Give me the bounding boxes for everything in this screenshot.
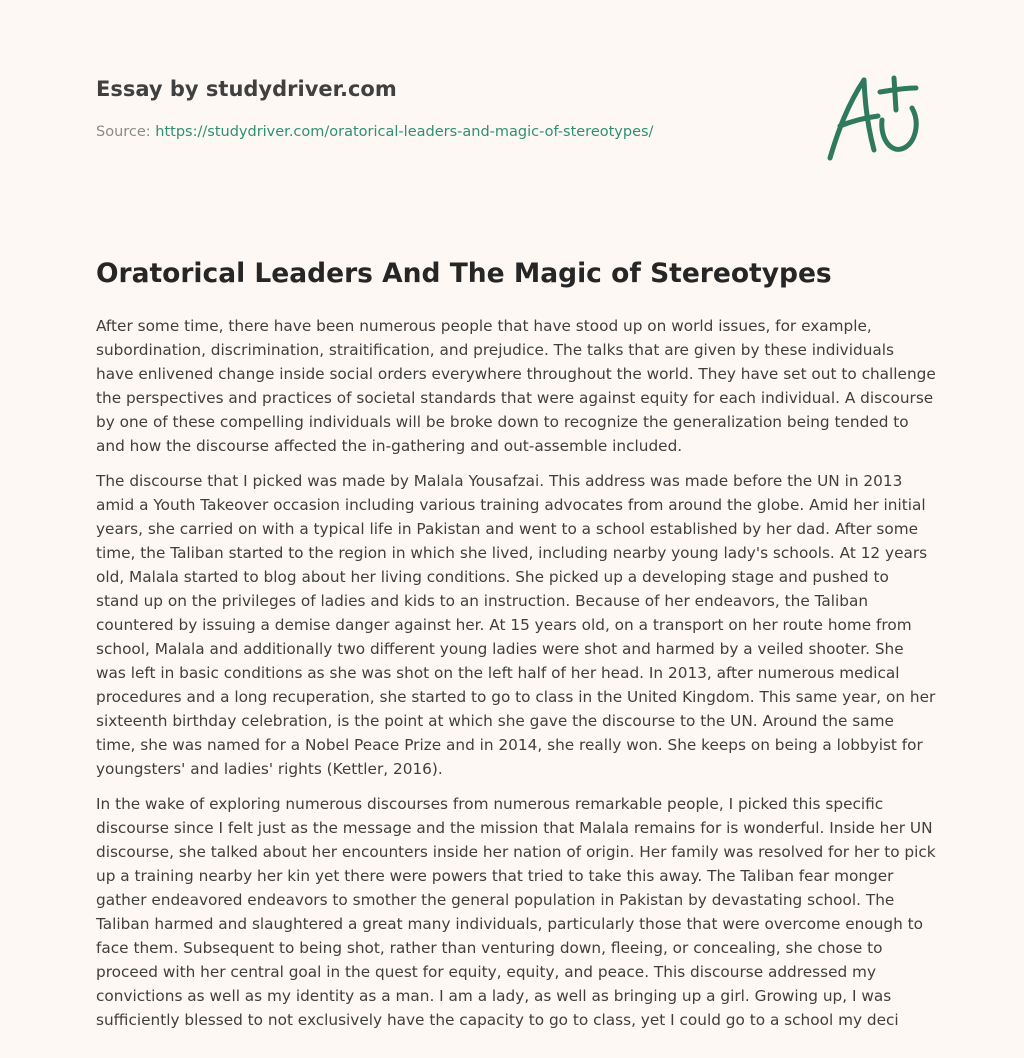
article-body: [96, 314, 936, 1043]
article-title: Oratorical Leaders And The Magic of Stereotypes: [96, 258, 832, 289]
site-title: Essay by studydriver.com: [96, 77, 397, 101]
source-link[interactable]: https://studydriver.com/oratorical-leaders-and-magic-of-stereotypes/: [155, 124, 654, 140]
source-line: [96, 122, 796, 142]
source-label: Source:: [96, 124, 151, 140]
paragraph: The discourse that I picked was made by Malala Yousafzai. This address was made before the UN in 2013 amid a Youth Takeover occasion including various training advocates from around the globe. Amid her initial years, she carried on with a typical life in Pakistan and went to a school established by her dad. After some time, the Taliban started to the region in which she lived, including nearby young lady's schools. At 12 years old, Malala started to blog about her living conditions. She picked up a developing stage and pushed to stand up on the privileges of ladies and kids to an instruction. Because of her endeavors, the Taliban countered by issuing a demise danger against her. At 15 years old, on a transport on her route home from school, Malala and additionally two different young ladies were shot and harmed by a veiled shooter. She was left in basic conditions as she was shot on the left half of her head. In 2013, after numerous medical procedures and a long recuperation, she started to go to class in the United Kingdom. This same year, on her sixteenth birthday celebration, is the point at which she gave the discourse to the UN. Around the same time, she was named for a Nobel Peace Prize and in 2014, she really won. She keeps on being a lobbyist for youngsters' and ladies' rights (Kettler, 2016).: [96, 472, 936, 778]
page-header: [96, 74, 796, 142]
paragraph: After some time, there have been numerous people that have stood up on world issues, for example, subordination, discrimination, straitification, and prejudice. The talks that are given by these individuals have enlivened change inside social orders everywhere throughout the world. They have set out to challenge the perspectives and practices of societal standards that were against equity for each individual. A discourse by one of these compelling individuals will be broke down to recognize the generalization being tended to and how the discourse affected the in-gathering and out-assemble included.: [96, 317, 936, 455]
paragraph: In the wake of exploring numerous discourses from numerous remarkable people, I picked this specific discourse since I felt just as the message and the mission that Malala remains for is wonderful. Inside her UN discourse, she talked about her encounters inside her nation of origin. Her family was resolved for her to pick up a training nearby her kin yet there were powers that tried to take this away. The Taliban fear monger gather endeavored endeavors to smother the general population in Pakistan by devastating school. The Taliban harmed and slaughtered a great many individuals, particularly those that were overcome enough to face them. Subsequent to being shot, rather than venturing down, fleeing, or concealing, she chose to proceed with her central goal in the quest for equity, equity, and peace. This discourse addressed my convictions as well as my identity as a man. I am a lady, as well as bringing up a girl. Growing up, I was sufficiently blessed to not exclusively have the capacity to go to class, yet I could go to a school my deci: [96, 795, 936, 1029]
a-plus-logo-icon: [818, 66, 928, 166]
